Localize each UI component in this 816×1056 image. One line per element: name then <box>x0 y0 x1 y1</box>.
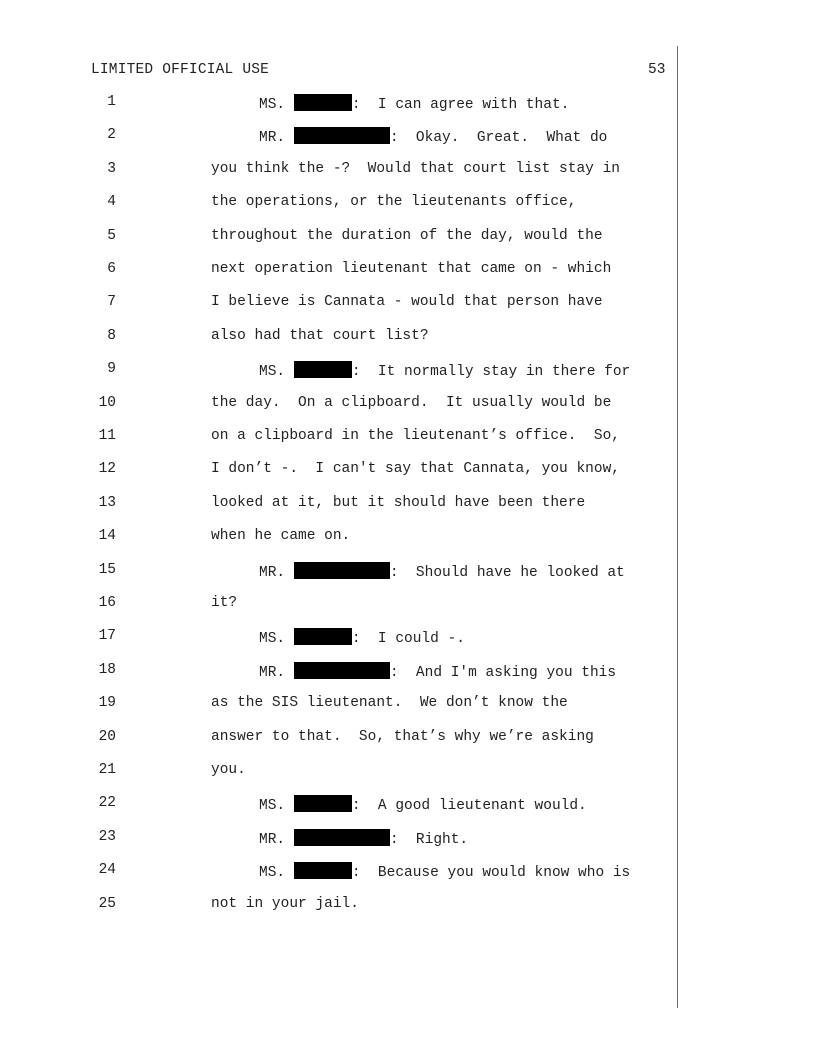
transcript-line <box>0 328 700 348</box>
line-text: also had that court list? <box>211 327 429 344</box>
redaction-box <box>294 628 352 645</box>
transcript-line <box>0 662 700 682</box>
line-number: 13 <box>98 494 116 511</box>
line-number: 22 <box>98 795 116 812</box>
transcript-line <box>0 628 700 648</box>
line-text: you think the -? Would that court list stay in <box>211 160 620 177</box>
line-text: when he came on. <box>211 528 351 545</box>
transcript-line <box>0 829 700 849</box>
line-number: 7 <box>107 294 116 311</box>
transcript-line <box>0 127 700 147</box>
speaker-label: MS. <box>259 364 286 381</box>
line-text: looked at it, but it should have been there <box>211 494 586 511</box>
line-text: : And I'm asking you this <box>389 664 617 681</box>
redaction-box <box>294 562 390 579</box>
line-text: next operation lieutenant that came on - which <box>211 261 612 277</box>
line-number: 15 <box>98 561 116 578</box>
line-number: 8 <box>107 327 116 344</box>
transcript-line <box>0 795 700 815</box>
transcript-line <box>0 294 700 314</box>
speaker-line <box>259 662 616 681</box>
transcript-line <box>0 94 700 114</box>
speaker-label: MS. <box>259 97 286 113</box>
redaction-box <box>294 361 352 378</box>
redaction-box <box>294 862 352 879</box>
transcript-line <box>0 161 700 181</box>
line-text: : Should have he looked at <box>389 564 625 581</box>
line-number: 12 <box>98 461 116 478</box>
speaker-line <box>259 562 625 581</box>
line-text: : I could -. <box>351 631 465 648</box>
transcript-line <box>0 461 700 481</box>
line-number: 20 <box>98 728 116 745</box>
classification-header: LIMITED OFFICIAL USE <box>91 62 270 78</box>
line-text: the day. On a clipboard. It usually would be <box>211 394 612 411</box>
line-text: : It normally stay in there for <box>351 364 631 381</box>
transcript-line <box>0 228 700 248</box>
line-number: 23 <box>98 828 116 845</box>
line-text: you. <box>211 762 246 778</box>
transcript-line <box>0 428 700 448</box>
line-text: answer to that. So, that’s why we’re asking <box>211 728 594 745</box>
speaker-label: MR. <box>259 564 286 581</box>
line-text: : Okay. Great. What do <box>389 130 608 147</box>
redaction-box <box>294 94 352 111</box>
line-number: 14 <box>98 528 116 545</box>
line-number: 4 <box>107 194 116 211</box>
speaker-line <box>259 127 607 146</box>
speaker-line <box>259 829 468 848</box>
line-number: 6 <box>107 261 116 277</box>
line-number: 17 <box>98 628 116 645</box>
speaker-label: MS. <box>259 865 286 882</box>
line-number: 25 <box>98 895 116 912</box>
transcript-line <box>0 729 700 749</box>
line-number: 1 <box>107 94 116 110</box>
transcript-line <box>0 695 700 715</box>
line-text: : A good lieutenant would. <box>351 798 587 815</box>
transcript-line <box>0 896 700 916</box>
line-text: throughout the duration of the day, would the <box>211 227 603 244</box>
line-text: : Because you would know who is <box>351 865 631 882</box>
speaker-label: MR. <box>259 831 286 848</box>
line-number: 16 <box>98 595 116 611</box>
speaker-label: MR. <box>259 664 286 681</box>
transcript-line <box>0 528 700 548</box>
speaker-label: MS. <box>259 798 286 815</box>
redaction-box <box>294 829 390 846</box>
line-text: it? <box>211 595 238 611</box>
line-number: 18 <box>98 661 116 678</box>
line-number: 10 <box>98 394 116 411</box>
line-number: 24 <box>98 862 116 879</box>
transcript-line <box>0 194 700 214</box>
line-text: on a clipboard in the lieutenant’s office. So, <box>211 428 620 444</box>
speaker-label: MS. <box>259 631 286 648</box>
line-number: 11 <box>98 428 116 444</box>
transcript-line <box>0 495 700 515</box>
line-text: I don’t -. I can't say that Cannata, you know, <box>211 461 620 478</box>
speaker-line <box>259 628 465 647</box>
line-text: as the SIS lieutenant. We don’t know the <box>211 695 568 712</box>
line-number: 2 <box>107 127 116 144</box>
line-number: 5 <box>107 227 116 244</box>
transcript-line <box>0 562 700 582</box>
transcript-line <box>0 395 700 415</box>
line-text: : I can agree with that. <box>351 97 570 113</box>
line-text: I believe is Cannata - would that person have <box>211 294 603 311</box>
line-text: : Right. <box>389 831 469 848</box>
redaction-box <box>294 795 352 812</box>
line-text: the operations, or the lieutenants office, <box>211 194 577 211</box>
redaction-box <box>294 127 390 144</box>
speaker-line <box>259 94 569 113</box>
speaker-line <box>259 862 630 881</box>
transcript-line <box>0 862 700 882</box>
redaction-box <box>294 662 390 679</box>
transcript-line <box>0 595 700 615</box>
transcript-line <box>0 261 700 281</box>
line-number: 9 <box>107 361 116 378</box>
speaker-line <box>259 361 630 380</box>
line-number: 21 <box>98 762 116 778</box>
line-text: not in your jail. <box>211 895 359 912</box>
line-number: 3 <box>107 160 116 177</box>
speaker-line <box>259 795 587 814</box>
line-number: 19 <box>98 695 116 712</box>
speaker-label: MR. <box>259 130 286 147</box>
page-number: 53 <box>648 62 666 78</box>
transcript-line <box>0 361 700 381</box>
transcript-line <box>0 762 700 782</box>
